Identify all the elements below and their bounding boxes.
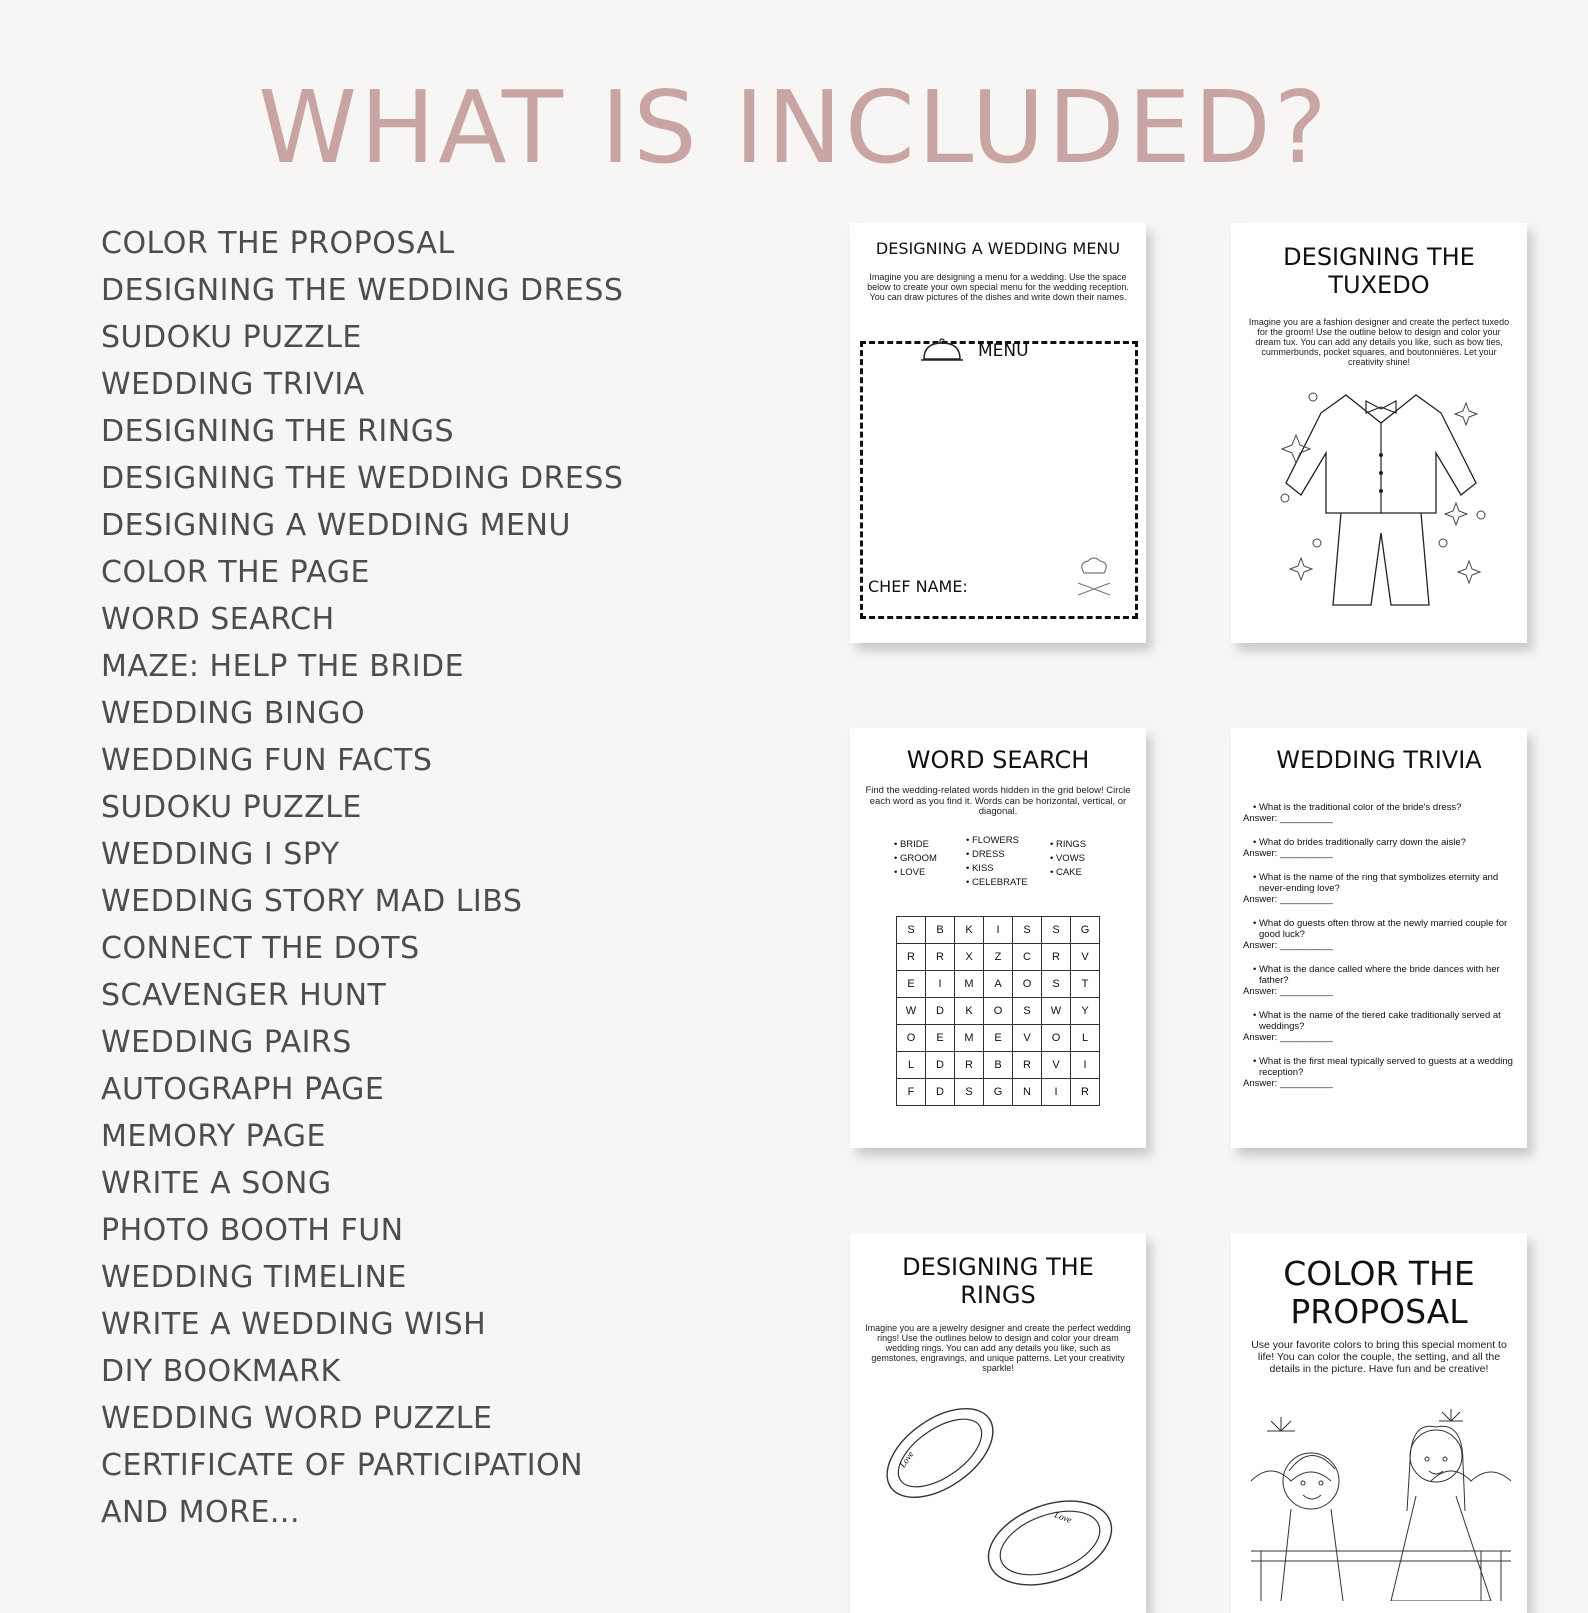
grid-cell: C (1013, 944, 1042, 971)
answer-line: Answer: __________ (1243, 848, 1333, 859)
grid-cell: X (955, 944, 984, 971)
word-list (966, 834, 1028, 890)
grid-cell: O (1013, 971, 1042, 998)
list-item: SCAVENGER HUNT (101, 978, 387, 1013)
grid-row (897, 1079, 1100, 1106)
page-title: WHAT IS INCLUDED? (258, 69, 1330, 186)
list-item: WEDDING FUN FACTS (101, 743, 433, 778)
trivia-question: • What do guests often throw at the newly married couple for good luck? Answer: __________ (1243, 918, 1515, 951)
trivia-question: • What is the name of the ring that symbolizes eternity and never-ending love? Answer: __________ (1243, 872, 1515, 905)
grid-cell: R (897, 944, 926, 971)
list-item: DESIGNING A WEDDING MENU (101, 508, 571, 543)
grid-cell: W (1042, 998, 1071, 1025)
grid-cell: W (897, 998, 926, 1025)
answer-line: Answer: __________ (1243, 1078, 1333, 1089)
trivia-page-preview (1231, 728, 1527, 1148)
grid-cell: O (984, 998, 1013, 1025)
list-item: AUTOGRAPH PAGE (101, 1072, 385, 1107)
answer-line: Answer: __________ (1243, 894, 1333, 905)
grid-cell: Y (1071, 998, 1100, 1025)
grid-cell: R (1071, 1079, 1100, 1106)
list-item: WEDDING WORD PUZZLE (101, 1401, 493, 1436)
menu-page-description: Imagine you are designing a menu for a wedding. Use the space below to create your own special menu for the wedding reception. You can draw pictures of the dishes and write down their names. (867, 272, 1129, 302)
grid-row (897, 917, 1100, 944)
contents-list (101, 220, 623, 1536)
grid-cell: M (955, 1025, 984, 1052)
proposal-page-title-line2: PROPOSAL (1290, 1292, 1468, 1331)
grid-cell: D (926, 998, 955, 1025)
tuxedo-page-title-line1: DESIGNING THE (1283, 243, 1475, 271)
word-item: • RINGS (1050, 839, 1087, 850)
list-item: WRITE A WEDDING WISH (101, 1307, 487, 1342)
list-item: WRITE A SONG (101, 1166, 332, 1201)
list-item: WEDDING PAIRS (101, 1025, 352, 1060)
tuxedo-illustration (1271, 383, 1491, 613)
grid-cell: A (984, 971, 1013, 998)
trivia-question: • What is the dance called where the bride dances with her father? Answer: __________ (1243, 964, 1515, 997)
list-item: DESIGNING THE WEDDING DRESS (101, 461, 624, 496)
list-item: DESIGNING THE RINGS (101, 414, 455, 449)
proposal-page-title-line1: COLOR THE (1283, 1254, 1475, 1293)
grid-cell: I (1042, 1079, 1071, 1106)
tuxedo-page-preview (1231, 223, 1527, 643)
grid-cell: S (1013, 917, 1042, 944)
word-item: • GROOM (894, 853, 937, 864)
word-item: • LOVE (894, 867, 926, 878)
rings-page-preview (850, 1233, 1146, 1613)
list-item: WEDDING BINGO (101, 696, 366, 731)
chef-hat-icon (1072, 555, 1116, 601)
rings-illustration (870, 1403, 1130, 1603)
list-item: DIY BOOKMARK (101, 1354, 341, 1389)
list-item: WEDDING STORY MAD LIBS (101, 884, 523, 919)
trivia-question: • What is the name of the tiered cake traditionally served at weddings? Answer: __________ (1243, 1010, 1515, 1043)
grid-cell: F (897, 1079, 926, 1106)
tuxedo-page-title-line2: TUXEDO (1328, 271, 1430, 299)
word-search-page-title: WORD SEARCH (906, 746, 1090, 774)
trivia-question: • What is the traditional color of the bride's dress? Answer: __________ (1243, 802, 1515, 824)
grid-cell: D (926, 1052, 955, 1079)
grid-cell: E (984, 1025, 1013, 1052)
word-search-page-description: Find the wedding-related words hidden in the grid below! Circle each word as you find it. Words can be horizontal, vertical, or diagonal. (865, 785, 1131, 817)
grid-cell: M (955, 971, 984, 998)
trivia-question: • What do brides traditionally carry down the aisle? Answer: __________ (1243, 837, 1515, 859)
grid-cell: V (1071, 944, 1100, 971)
word-item: • VOWS (1050, 853, 1085, 864)
tuxedo-page-description: Imagine you are a fashion designer and create the perfect tuxedo for the groom! Use the outline below to design and color your dream tux. You can add any details you like, such as bow ties, cummerbunds, pocket squares, and boutonnières. Let your creativity shine! (1248, 317, 1510, 367)
grid-cell: L (897, 1052, 926, 1079)
list-item: MAZE: HELP THE BRIDE (101, 649, 465, 684)
proposal-page-description: Use your favorite colors to bring this special moment to life! You can color the couple, the setting, and all the details in the picture. Have fun and be creative! (1251, 1339, 1507, 1375)
grid-row (897, 998, 1100, 1025)
list-item: WEDDING I SPY (101, 837, 340, 872)
grid-cell: R (1042, 944, 1071, 971)
list-item: AND MORE... (101, 1495, 301, 1530)
grid-cell: S (1042, 971, 1071, 998)
word-item: • KISS (966, 863, 994, 874)
grid-cell: I (1071, 1052, 1100, 1079)
grid-cell: O (1042, 1025, 1071, 1052)
grid-cell: S (1042, 917, 1071, 944)
grid-row (897, 971, 1100, 998)
list-item: CONNECT THE DOTS (101, 931, 420, 966)
list-item: DESIGNING THE WEDDING DRESS (101, 273, 624, 308)
menu-page-preview (850, 223, 1146, 643)
list-item: WORD SEARCH (101, 602, 335, 637)
grid-cell: G (1071, 917, 1100, 944)
grid-cell: K (955, 998, 984, 1025)
word-list (1050, 838, 1086, 880)
grid-cell: I (926, 971, 955, 998)
grid-cell: S (955, 1079, 984, 1106)
grid-cell: E (897, 971, 926, 998)
chef-name-label: CHEF NAME: (868, 577, 968, 596)
list-item: PHOTO BOOTH FUN (101, 1213, 404, 1248)
proposal-illustration (1251, 1401, 1511, 1601)
grid-cell: L (1071, 1025, 1100, 1052)
grid-cell: K (955, 917, 984, 944)
grid-cell: R (955, 1052, 984, 1079)
grid-cell: Z (984, 944, 1013, 971)
grid-row (897, 944, 1100, 971)
grid-row (897, 1025, 1100, 1052)
word-item: • DRESS (966, 849, 1005, 860)
word-search-page-preview (850, 728, 1146, 1148)
list-item: WEDDING TRIVIA (101, 367, 365, 402)
rings-page-title-line1: DESIGNING THE (902, 1253, 1094, 1281)
word-list (894, 838, 937, 880)
word-item: • BRIDE (894, 839, 929, 850)
grid-cell: G (984, 1079, 1013, 1106)
grid-cell: B (926, 917, 955, 944)
answer-line: Answer: __________ (1243, 986, 1333, 997)
grid-cell: B (984, 1052, 1013, 1079)
list-item: WEDDING TIMELINE (101, 1260, 407, 1295)
word-item: • CAKE (1050, 867, 1082, 878)
list-item: COLOR THE PAGE (101, 555, 370, 590)
ring-engraving: Love (897, 1449, 916, 1470)
word-search-grid (896, 916, 1100, 1106)
grid-cell: O (897, 1025, 926, 1052)
grid-cell: S (897, 917, 926, 944)
list-item: CERTIFICATE OF PARTICIPATION (101, 1448, 584, 1483)
grid-cell: I (984, 917, 1013, 944)
proposal-page-preview (1231, 1233, 1527, 1613)
menu-page-title: DESIGNING A WEDDING MENU (875, 239, 1121, 258)
grid-cell: S (1013, 998, 1042, 1025)
list-item: COLOR THE PROPOSAL (101, 226, 455, 261)
rings-page-description: Imagine you are a jewelry designer and create the perfect wedding rings! Use the outlines below to design and color your dream wedding rings. You can add any details you like, such as gemstones, engravings, and unique patterns. Let your creativity sparkle! (865, 1323, 1131, 1373)
list-item: SUDOKU PUZZLE (101, 320, 362, 355)
grid-cell: V (1042, 1052, 1071, 1079)
list-item: SUDOKU PUZZLE (101, 790, 362, 825)
word-item: • FLOWERS (966, 835, 1019, 846)
grid-cell: V (1013, 1025, 1042, 1052)
word-item: • CELEBRATE (966, 877, 1028, 888)
list-item: MEMORY PAGE (101, 1119, 326, 1154)
trivia-question: • What is the first meal typically served to guests at a wedding reception? Answer: __________ (1243, 1056, 1515, 1089)
answer-line: Answer: __________ (1243, 940, 1333, 951)
cloche-icon (920, 337, 964, 365)
grid-cell: D (926, 1079, 955, 1106)
ring-engraving: Love (1053, 1509, 1074, 1525)
answer-line: Answer: __________ (1243, 813, 1333, 824)
grid-cell: R (926, 944, 955, 971)
menu-label: MENU (978, 341, 1029, 361)
answer-line: Answer: __________ (1243, 1032, 1333, 1043)
rings-page-title-line2: RINGS (960, 1281, 1036, 1309)
grid-cell: E (926, 1025, 955, 1052)
grid-cell: N (1013, 1079, 1042, 1106)
grid-cell: R (1013, 1052, 1042, 1079)
trivia-page-title: WEDDING TRIVIA (1276, 746, 1482, 774)
grid-row (897, 1052, 1100, 1079)
grid-cell: T (1071, 971, 1100, 998)
